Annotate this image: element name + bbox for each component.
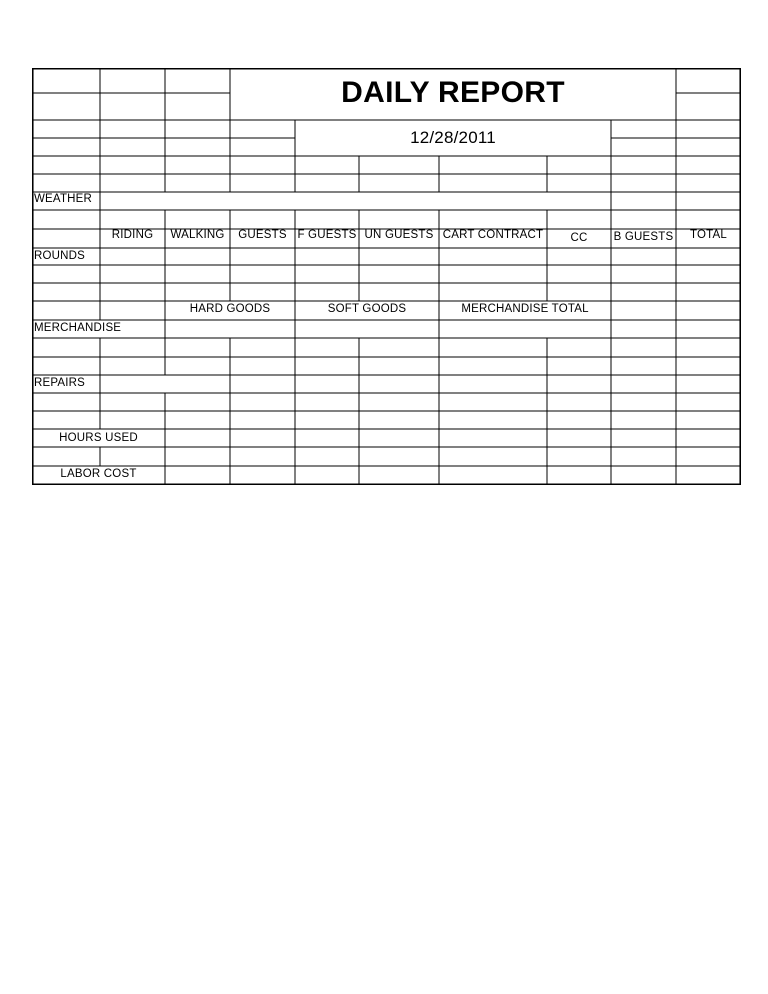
repairs-label: REPAIRS: [34, 377, 86, 389]
header-riding: RIDING: [111, 229, 154, 241]
daily-report-table: [32, 68, 741, 485]
hours-used-label: HOURS USED: [59, 432, 138, 444]
header-walking: WALKING: [170, 229, 225, 241]
header-soft-goods: SOFT GOODS: [327, 303, 407, 315]
rounds-label: ROUNDS: [34, 250, 86, 262]
report-title: DAILY REPORT: [341, 76, 565, 109]
report-date: 12/28/2011: [410, 128, 496, 147]
merchandise-label: MERCHANDISE: [34, 322, 122, 334]
header-b-guests: B GUESTS: [613, 231, 674, 243]
header-un-guests: UN GUESTS: [364, 229, 434, 241]
weather-label: WEATHER: [34, 193, 93, 205]
header-hard-goods: HARD GOODS: [189, 303, 271, 315]
header-total: TOTAL: [690, 229, 727, 241]
labor-cost-label: LABOR COST: [60, 468, 137, 480]
header-merchandise-total: MERCHANDISE TOTAL: [461, 303, 589, 315]
header-cart-contract: CART CONTRACT: [442, 229, 544, 241]
header-guests: GUESTS: [238, 229, 287, 241]
header-cc: CC: [570, 232, 588, 244]
header-f-guests: F GUESTS: [297, 229, 357, 241]
